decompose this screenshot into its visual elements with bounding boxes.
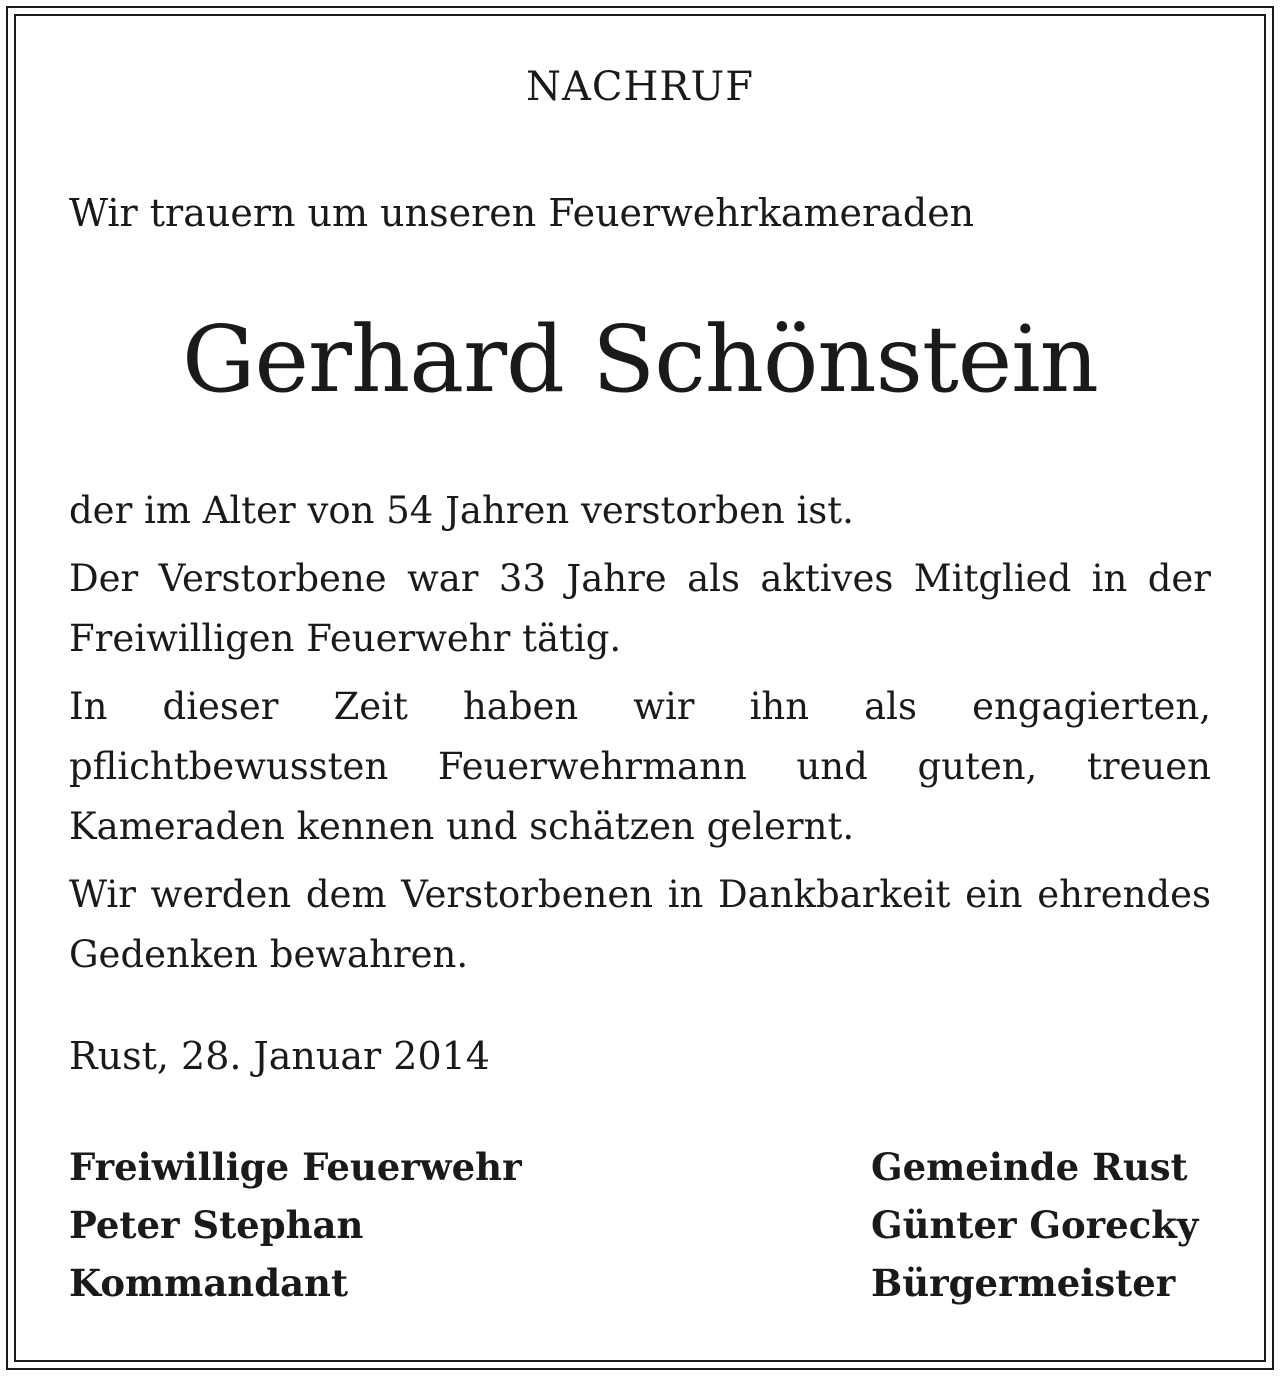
signature-block-left: [69, 1138, 522, 1312]
intro-line: Wir trauern um unseren Feuerwehrkameraden: [69, 191, 975, 235]
signature-role: Kommandant: [69, 1261, 349, 1305]
deceased-name: Gerhard Schönstein: [182, 306, 1098, 413]
place-date: Rust, 28. Januar 2014: [69, 1034, 490, 1078]
body-paragraph-character: In dieser Zeit haben wir ihn als engagierten, pflichtbewussten Feuerwehrmann und guten, treuen Kameraden kennen und schätzen gelernt.: [69, 685, 1211, 848]
body-paragraph-age: der im Alter von 54 Jahren verstorben ist.: [69, 489, 854, 532]
signature-block-right: [871, 1138, 1198, 1312]
notice-heading: NACHRUF: [526, 64, 754, 110]
notice-body: [69, 481, 1211, 993]
body-paragraph-membership: Der Verstorbene war 33 Jahre als aktives Mitglied in der Freiwilligen Feuerwehr tätig.: [69, 557, 1211, 660]
signature-organization: Freiwillige Feuerwehr: [69, 1145, 522, 1189]
signature-organization: Gemeinde Rust: [871, 1145, 1188, 1189]
signature-person: Günter Gorecky: [871, 1203, 1199, 1247]
signature-role: Bürgermeister: [871, 1261, 1176, 1305]
body-paragraph-remembrance: Wir werden dem Verstorbenen in Dankbarkeit ein ehrendes Gedenken bewahren.: [69, 873, 1211, 976]
signature-person: Peter Stephan: [69, 1203, 364, 1247]
